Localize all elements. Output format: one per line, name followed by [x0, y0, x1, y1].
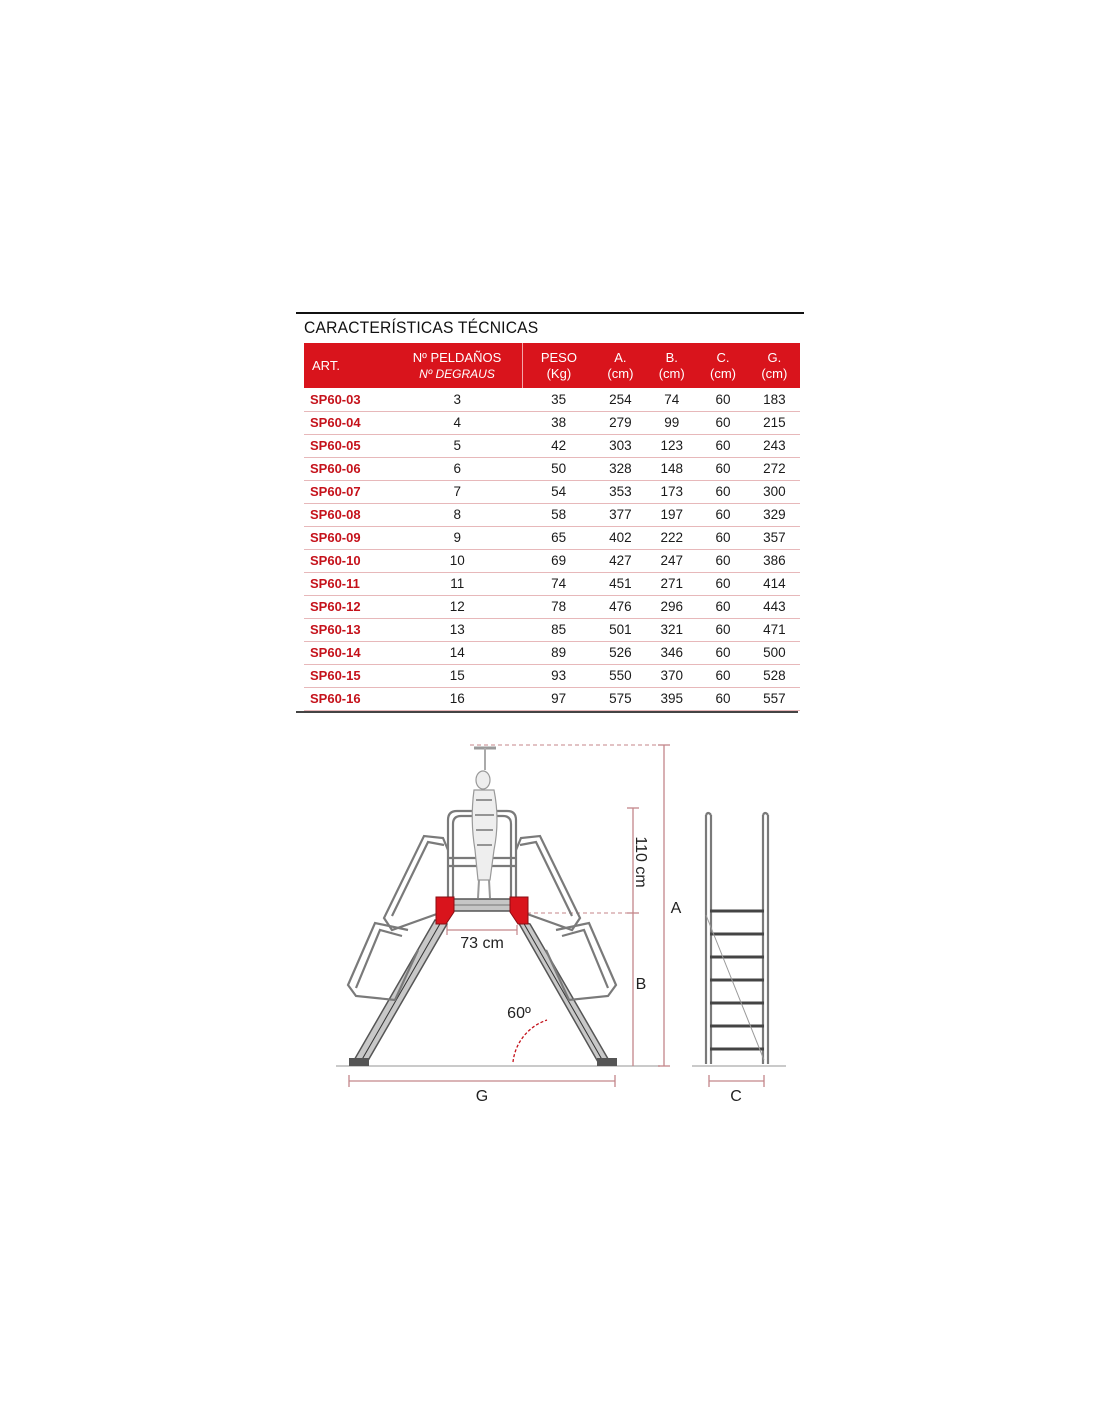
dimension-73 [447, 925, 517, 935]
label-g: G [475, 1088, 489, 1105]
peso-cell: 93 [523, 664, 595, 687]
peso-cell: 97 [523, 687, 595, 710]
peldanos-cell: 11 [392, 572, 523, 595]
peldanos-cell: 7 [392, 480, 523, 503]
g-cell: 300 [749, 480, 800, 503]
a-cell: 303 [595, 434, 646, 457]
peso-cell: 54 [523, 480, 595, 503]
peso-cell: 42 [523, 434, 595, 457]
header-art: ART. [312, 357, 340, 373]
g-cell: 183 [749, 388, 800, 411]
art-cell: SP60-15 [304, 664, 392, 687]
peldanos-cell: 12 [392, 595, 523, 618]
art-cell: SP60-03 [304, 388, 392, 411]
peso-cell: 65 [523, 526, 595, 549]
peldanos-cell: 14 [392, 641, 523, 664]
b-cell: 370 [646, 664, 697, 687]
g-cell: 386 [749, 549, 800, 572]
a-cell: 427 [595, 549, 646, 572]
art-cell: SP60-08 [304, 503, 392, 526]
b-cell: 222 [646, 526, 697, 549]
dimension-g [349, 1075, 615, 1087]
label-a: A [670, 900, 682, 917]
art-cell: SP60-11 [304, 572, 392, 595]
header-a-label: A. [614, 349, 627, 365]
header-b-label: B. [665, 349, 678, 365]
a-cell: 279 [595, 411, 646, 434]
b-cell: 247 [646, 549, 697, 572]
peldanos-cell: 15 [392, 664, 523, 687]
label-110-cm: 110 cm [632, 836, 649, 888]
peso-cell: 89 [523, 641, 595, 664]
side-view-ladder [706, 813, 768, 1064]
a-cell: 476 [595, 595, 646, 618]
a-cell: 377 [595, 503, 646, 526]
peso-cell: 74 [523, 572, 595, 595]
g-cell: 272 [749, 457, 800, 480]
right-handrail [516, 836, 616, 1000]
header-g-label: G. [767, 349, 782, 365]
peso-cell: 69 [523, 549, 595, 572]
peldanos-cell: 3 [392, 388, 523, 411]
peldanos-cell: 13 [392, 618, 523, 641]
g-cell: 557 [749, 687, 800, 710]
peso-cell: 50 [523, 457, 595, 480]
peso-cell: 58 [523, 503, 595, 526]
b-cell: 173 [646, 480, 697, 503]
b-cell: 74 [646, 388, 697, 411]
peldanos-cell: 10 [392, 549, 523, 572]
art-cell: SP60-10 [304, 549, 392, 572]
art-cell: SP60-13 [304, 618, 392, 641]
c-cell: 60 [697, 618, 748, 641]
peso-cell: 85 [523, 618, 595, 641]
peldanos-cell: 4 [392, 411, 523, 434]
art-cell: SP60-12 [304, 595, 392, 618]
left-handrail [348, 836, 448, 1000]
angle-arc [513, 1020, 547, 1062]
label-73-cm: 73 cm [460, 935, 504, 952]
a-cell: 501 [595, 618, 646, 641]
b-cell: 321 [646, 618, 697, 641]
a-cell: 353 [595, 480, 646, 503]
header-a-unit: (cm) [607, 365, 634, 381]
label-c: C [730, 1088, 742, 1105]
b-cell: 148 [646, 457, 697, 480]
b-cell: 271 [646, 572, 697, 595]
peldanos-cell: 6 [392, 457, 523, 480]
peldanos-cell: 8 [392, 503, 523, 526]
art-cell: SP60-16 [304, 687, 392, 710]
peso-cell: 78 [523, 595, 595, 618]
b-cell: 346 [646, 641, 697, 664]
header-peldanos-label: Nº PELDAÑOS [412, 349, 502, 365]
c-cell: 60 [697, 595, 748, 618]
g-cell: 443 [749, 595, 800, 618]
g-cell: 243 [749, 434, 800, 457]
header-peso-label: PESO [540, 349, 577, 365]
header-degraus-label: Nº DEGRAUS [419, 366, 495, 381]
a-cell: 254 [595, 388, 646, 411]
c-cell: 60 [697, 572, 748, 595]
c-cell: 60 [697, 411, 748, 434]
c-cell: 60 [697, 526, 748, 549]
a-cell: 575 [595, 687, 646, 710]
a-cell: 402 [595, 526, 646, 549]
label-b: B [635, 976, 647, 993]
dimension-c [709, 1075, 764, 1087]
a-cell: 328 [595, 457, 646, 480]
a-cell: 550 [595, 664, 646, 687]
c-cell: 60 [697, 434, 748, 457]
platform [436, 897, 528, 924]
g-cell: 329 [749, 503, 800, 526]
a-cell: 451 [595, 572, 646, 595]
header-c-unit: (cm) [710, 365, 736, 381]
art-cell: SP60-14 [304, 641, 392, 664]
art-cell: SP60-07 [304, 480, 392, 503]
g-cell: 471 [749, 618, 800, 641]
c-cell: 60 [697, 388, 748, 411]
label-angle: 60º [507, 1005, 531, 1022]
c-cell: 60 [697, 664, 748, 687]
header-peso-unit: (Kg) [546, 365, 572, 381]
g-cell: 414 [749, 572, 800, 595]
g-cell: 357 [749, 526, 800, 549]
right-ladder-leg [517, 920, 617, 1066]
g-cell: 215 [749, 411, 800, 434]
peso-cell: 35 [523, 388, 595, 411]
art-cell: SP60-04 [304, 411, 392, 434]
peldanos-cell: 9 [392, 526, 523, 549]
header-c-label: C. [716, 349, 730, 365]
art-cell: SP60-09 [304, 526, 392, 549]
b-cell: 123 [646, 434, 697, 457]
g-cell: 528 [749, 664, 800, 687]
c-cell: 60 [697, 641, 748, 664]
c-cell: 60 [697, 457, 748, 480]
c-cell: 60 [697, 480, 748, 503]
g-cell: 500 [749, 641, 800, 664]
header-g-unit: (cm) [761, 365, 788, 381]
b-cell: 99 [646, 411, 697, 434]
b-cell: 197 [646, 503, 697, 526]
c-cell: 60 [697, 687, 748, 710]
b-cell: 395 [646, 687, 697, 710]
peso-cell: 38 [523, 411, 595, 434]
a-cell: 526 [595, 641, 646, 664]
c-cell: 60 [697, 549, 748, 572]
art-cell: SP60-06 [304, 457, 392, 480]
peldanos-cell: 5 [392, 434, 523, 457]
peldanos-cell: 16 [392, 687, 523, 710]
b-cell: 296 [646, 595, 697, 618]
art-cell: SP60-05 [304, 434, 392, 457]
c-cell: 60 [697, 503, 748, 526]
section-title: CARACTERÍSTICAS TÉCNICAS [304, 318, 539, 337]
header-b-unit: (cm) [658, 365, 685, 381]
worker-figure [472, 748, 497, 898]
